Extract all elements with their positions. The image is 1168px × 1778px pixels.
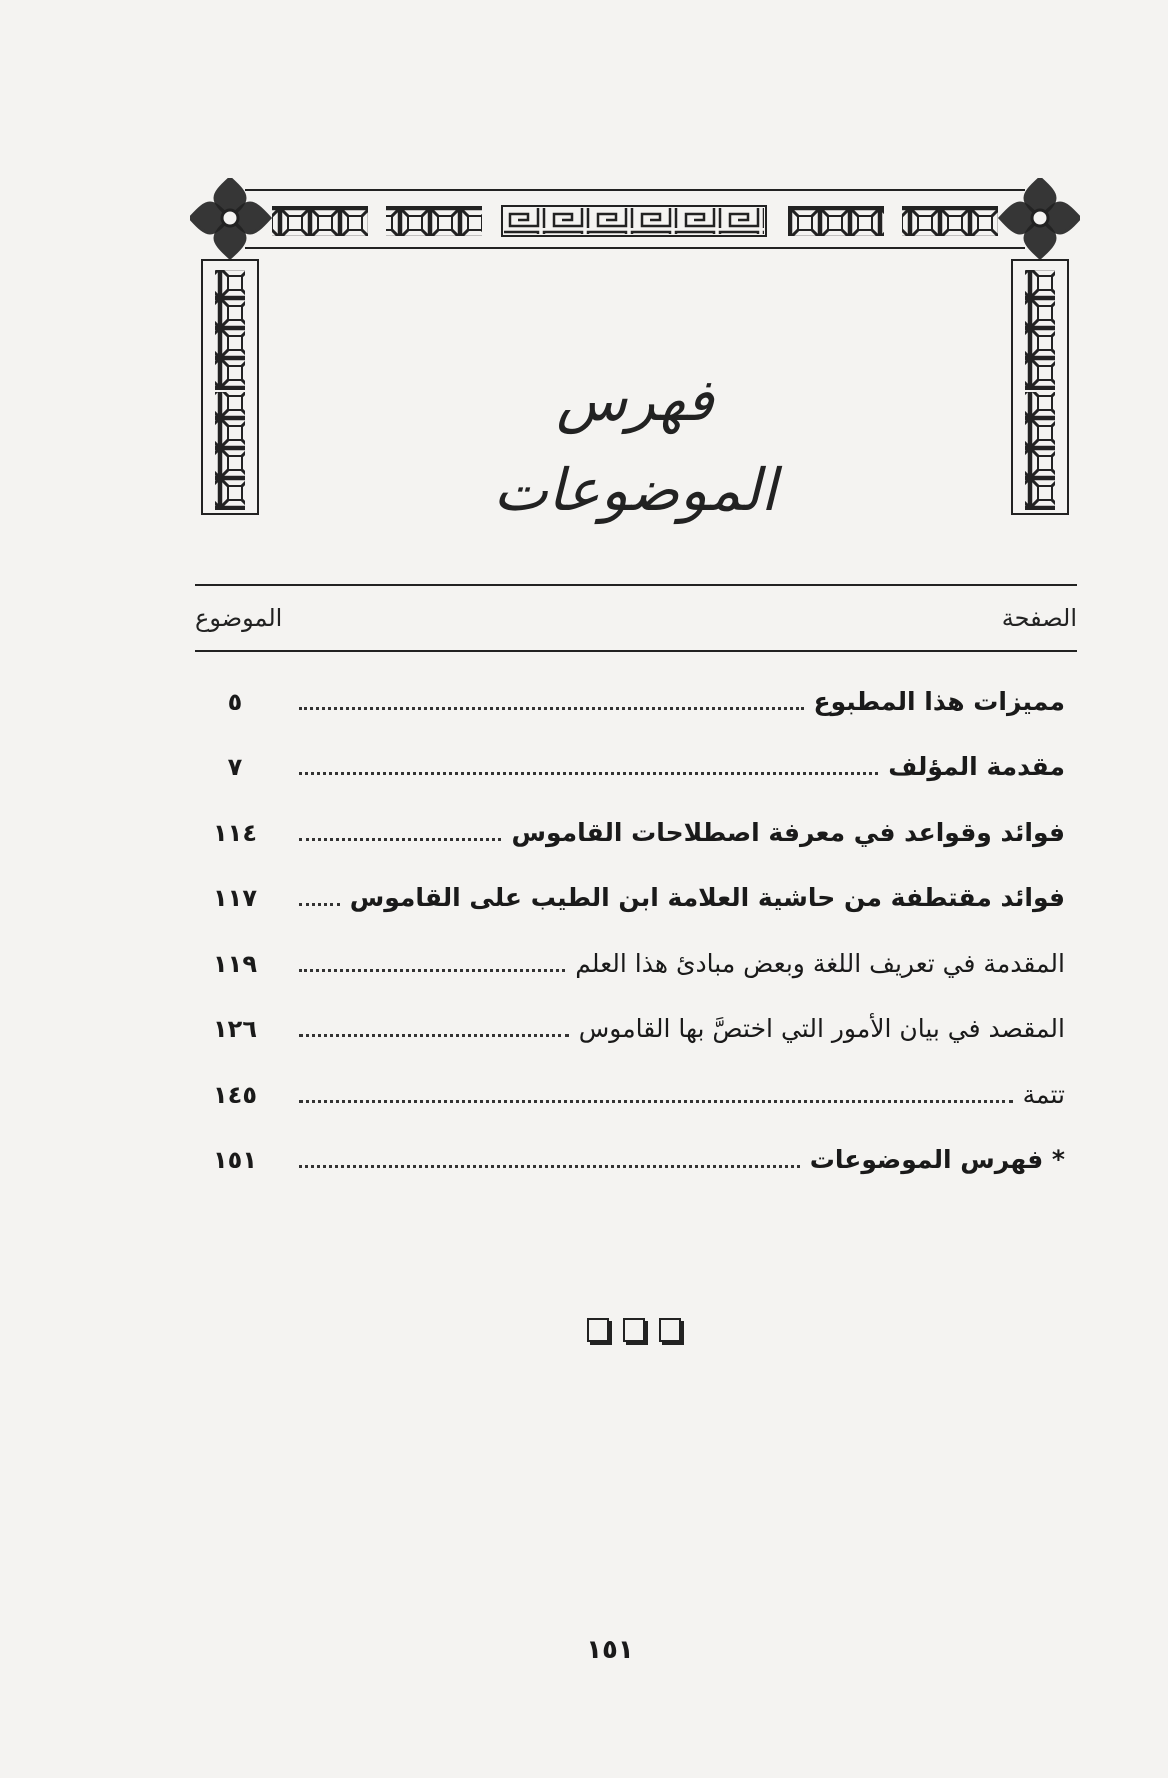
toc-entry [195, 793, 1077, 859]
table-of-contents [195, 584, 1077, 1186]
entry-title: فوائد مقتطفة من حاشية العلامة ابن الطيب على القاموس [349, 883, 1065, 912]
dot-leader [299, 772, 878, 775]
header-rule [195, 650, 1077, 652]
dot-leader [299, 1100, 1013, 1103]
entry-title: تتمة [1022, 1079, 1065, 1109]
entry-page-number: ١١٤ [213, 818, 257, 847]
section-end-ornament [574, 1318, 694, 1348]
toc-entry [195, 728, 1077, 794]
dot-leader [299, 1034, 569, 1037]
dot-leader [299, 1165, 800, 1168]
toc-header [195, 586, 1077, 650]
page-column-header: الصفحة [1001, 604, 1077, 632]
page-number: ١٥١ [586, 1635, 634, 1665]
entry-title: فوائد وقواعد في معرفة اصطلاحات القاموس [511, 817, 1065, 847]
toc-entry [195, 924, 1077, 990]
entry-title: المقدمة في تعريف اللغة وبعض مبادئ هذا العلم [575, 948, 1065, 978]
entry-page-number: ١٤٥ [213, 1080, 257, 1109]
square-icon [623, 1318, 645, 1342]
toc-entry [195, 1121, 1077, 1187]
toc-entry [195, 859, 1077, 925]
entry-title: * فهرس الموضوعات [809, 1145, 1065, 1174]
entry-page-number: ٥ [227, 687, 243, 716]
square-icon [659, 1318, 681, 1342]
entry-title: مقدمة المؤلف [888, 752, 1065, 781]
page-heading: فهرس الموضوعات [493, 366, 777, 524]
toc-entries [195, 662, 1077, 1186]
toc-entry [195, 990, 1077, 1056]
toc-entry [195, 662, 1077, 728]
dot-leader [299, 903, 340, 906]
toc-entry [195, 1055, 1077, 1121]
entry-page-number: ١١٩ [213, 949, 257, 978]
dot-leader [299, 707, 804, 710]
entry-title: مميزات هذا المطبوع [813, 686, 1065, 716]
entry-page-number: ٧ [227, 753, 243, 781]
entry-page-number: ١٢٦ [213, 1015, 257, 1043]
square-icon [587, 1318, 609, 1342]
topic-column-header: الموضوع [195, 604, 283, 632]
dot-leader [299, 838, 501, 841]
entry-page-number: ١٥١ [213, 1146, 257, 1174]
dot-leader [299, 969, 565, 972]
entry-page-number: ١١٧ [213, 884, 257, 912]
entry-title: المقصد في بيان الأمور التي اختصَّ بها القاموس [578, 1014, 1065, 1043]
